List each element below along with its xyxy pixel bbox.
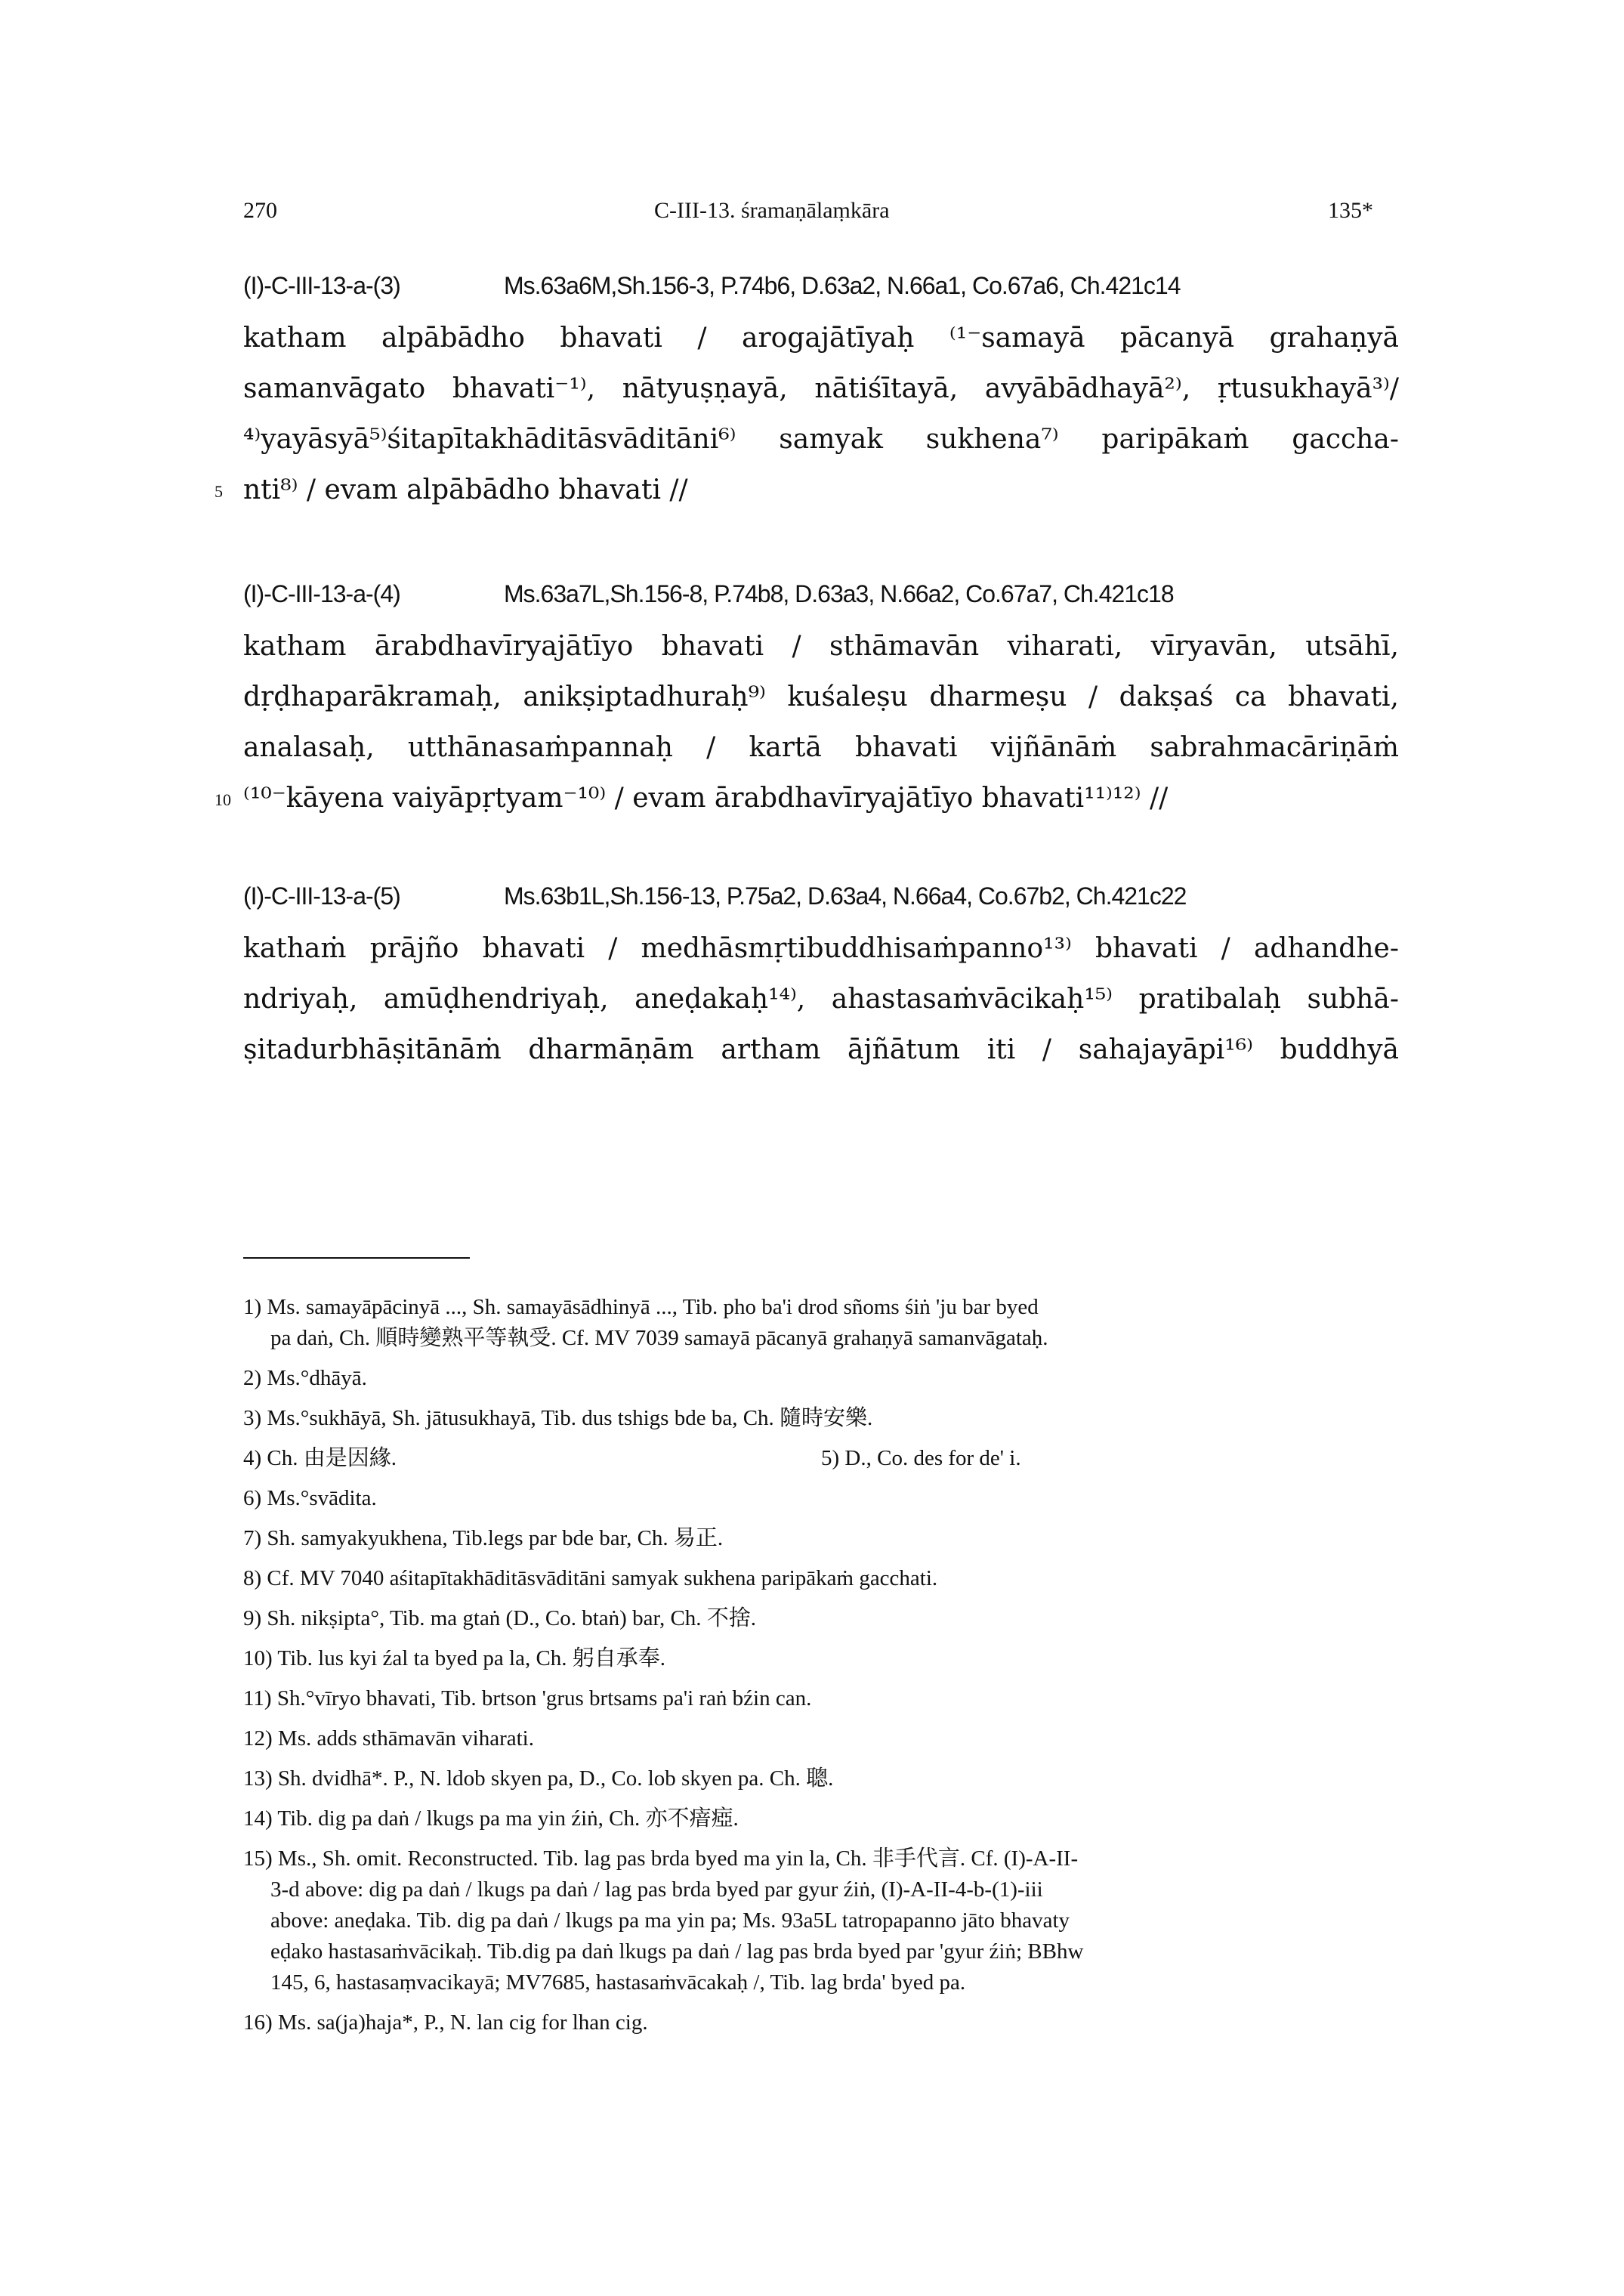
footnote-number: 6)	[243, 1486, 262, 1510]
section-id: (I)-C-III-13-a-(3)	[243, 272, 400, 299]
text-line: nti⁸⁾ / evam alpābādho bhavati //	[243, 474, 688, 505]
text-line-numbered	[215, 465, 1399, 515]
footnote-2	[243, 1363, 1399, 1394]
footnote-number: 2)	[243, 1366, 262, 1390]
footnote-text: Sh. nikṣipta°, Tib. ma gtaṅ (D., Co. btaṅ) bar, Ch. 不捨.	[267, 1606, 757, 1630]
footnote-1	[243, 1292, 1399, 1354]
text-line: kathaṁ prājño bhavati / medhāsmṛtibuddhisaṁpanno¹³⁾ bhavati / adhandhe-	[243, 933, 1399, 964]
footnote-text: Ms.°sukhāyā, Sh. jātusukhayā, Tib. dus tshigs bde ba, Ch. 隨時安樂.	[267, 1406, 873, 1430]
section-id: (I)-C-III-13-a-(4)	[243, 580, 400, 607]
text-line: ⁽¹⁰⁻kāyena vaiyāpṛtyam⁻¹⁰⁾ / evam ārabdhavīryajātīyo bhavati¹¹⁾¹²⁾ //	[243, 783, 1169, 814]
footnote-12	[243, 1723, 1399, 1754]
section-text-4	[215, 621, 1399, 824]
footnote-8	[243, 1563, 1399, 1594]
text-line: analasaḥ, utthānasaṁpannaḥ / kartā bhavati vijñānāṁ sabrahmacāriṇāṁ	[243, 732, 1399, 763]
footnote-number: 4)	[243, 1446, 262, 1470]
footnote-text-cont: 3-d above: dig pa daṅ / lkugs pa daṅ / lag pas brda byed par gyur źiṅ, (I)-A-II-4-b-(1)-iii	[270, 1877, 1043, 1902]
footnote-rule	[243, 1257, 470, 1259]
footnote-text-cont: above: aneḍaka. Tib. dig pa daṅ / lkugs pa ma yin pa; Ms. 93a5L tatropapanno jāto bhavaty	[270, 1908, 1070, 1933]
footnote-number: 1)	[243, 1295, 262, 1319]
section-heading-4	[243, 580, 1174, 608]
footnote-text: Ms. samayāpācinyā ..., Sh. samayāsādhinyā ..., Tib. pho ba'i drod sñoms śiṅ 'ju bar byed	[267, 1295, 1039, 1319]
page-number-left: 270	[243, 198, 277, 223]
section-heading-3	[243, 272, 1181, 300]
section-id: (I)-C-III-13-a-(5)	[243, 882, 400, 910]
footnote-text: Ms., Sh. omit. Reconstructed. Tib. lag pas brda byed ma yin la, Ch. 非手代言. Cf. (I)-A-II-	[277, 1846, 1079, 1871]
text-line: samanvāgato bhavati⁻¹⁾, nātyuṣṇayā, nātiśītayā, avyābādhayā²⁾, ṛtusukhayā³⁾/	[243, 373, 1399, 404]
footnote-number: 15)	[243, 1846, 273, 1871]
line-number-marker: 5	[215, 482, 223, 501]
footnote-10	[243, 1643, 1399, 1674]
footnote-number: 7)	[243, 1526, 262, 1550]
footnote-7	[243, 1523, 1399, 1554]
footnotes	[243, 1292, 1399, 2047]
footnote-text-cont: pa daṅ, Ch. 順時變熟平等執受. Cf. MV 7039 samayā pācanyā grahaṇyā samanvāgataḥ.	[270, 1326, 1048, 1350]
footnote-13	[243, 1763, 1399, 1794]
footnote-text: Sh.°vīryo bhavati, Tib. brtson 'grus brtsams pa'i raṅ bźin can.	[276, 1686, 812, 1710]
footnote-text: Cf. MV 7040 aśitapītakhāditāsvāditāni samyak sukhena paripākaṁ gacchati.	[267, 1566, 938, 1590]
footnote-text: Tib. dig pa daṅ / lkugs pa ma yin źiṅ, Ch. 亦不瘖瘂.	[277, 1806, 739, 1831]
section-text-5	[243, 923, 1399, 1075]
section-refs: Ms.63a6M,Sh.156-3, P.74b6, D.63a2, N.66a1, Co.67a6, Ch.421c14	[504, 272, 1181, 299]
footnote-6	[243, 1483, 1399, 1514]
footnote-text-cont: eḍako hastasaṁvācikaḥ. Tib.dig pa daṅ lkugs pa daṅ / lag pas brda byed par 'gyur źiṅ; BBhw	[270, 1939, 1084, 1964]
section-refs: Ms.63b1L,Sh.156-13, P.75a2, D.63a4, N.66a4, Co.67b2, Ch.421c22	[504, 882, 1187, 910]
text-line: ⁴⁾yayāsyā⁵⁾śitapītakhāditāsvāditāni⁶⁾ samyak sukhena⁷⁾ paripākaṁ gaccha-	[243, 424, 1399, 455]
footnote-number: 16)	[243, 2010, 273, 2035]
footnote-number: 13)	[243, 1766, 273, 1791]
footnote-text: Sh. dvidhā*. P., N. ldob skyen pa, D., Co. lob skyen pa. Ch. 聰.	[277, 1766, 834, 1791]
footnote-11	[243, 1683, 1399, 1714]
text-line: ṣitadurbhāṣitānāṁ dharmāṇām artham ājñātum iti / sahajayāpi¹⁶⁾ buddhyā	[243, 1034, 1399, 1065]
footnote-15	[243, 1843, 1399, 1998]
footnote-3	[243, 1403, 1399, 1434]
footnote-text: Ms.°svādita.	[267, 1486, 377, 1510]
footnote-text: Ch. 由是因緣.	[267, 1446, 397, 1470]
text-line: dṛḍhaparākramaḥ, anikṣiptadhuraḥ⁹⁾ kuśaleṣu dharmeṣu / dakṣaś ca bhavati,	[243, 681, 1399, 712]
footnote-text: D., Co. des for de' i.	[844, 1446, 1021, 1470]
footnote-9	[243, 1603, 1399, 1634]
section-refs: Ms.63a7L,Sh.156-8, P.74b8, D.63a3, N.66a2, Co.67a7, Ch.421c18	[504, 580, 1174, 607]
footnote-number: 11)	[243, 1686, 272, 1710]
text-line: katham ārabdhavīryajātīyo bhavati / sthāmavān viharati, vīryavān, utsāhī,	[243, 631, 1399, 662]
footnote-5	[821, 1443, 1399, 1474]
footnote-row-4-5	[243, 1443, 1399, 1474]
footnote-text: Ms.°dhāyā.	[267, 1366, 367, 1390]
text-line: katham alpābādho bhavati / arogajātīyaḥ ⁽¹⁻samayā pācanyā grahaṇyā	[243, 323, 1399, 354]
footnote-text-cont: 145, 6, hastasaṃvacikayā; MV7685, hastasaṁvācakaḥ /, Tib. lag brda' byed pa.	[270, 1970, 966, 1995]
footnote-number: 12)	[243, 1726, 273, 1751]
footnote-number: 14)	[243, 1806, 273, 1831]
footnote-number: 9)	[243, 1606, 262, 1630]
footnote-number: 10)	[243, 1646, 273, 1670]
footnote-16	[243, 2007, 1399, 2038]
footnote-4	[243, 1443, 821, 1474]
section-heading-5	[243, 882, 1186, 910]
running-title: C-III-13. śramaṇālaṃkāra	[654, 198, 890, 223]
page-number-right: 135*	[1328, 198, 1373, 223]
footnote-text: Ms. adds sthāmavān viharati.	[277, 1726, 534, 1751]
footnote-text: Sh. samyakyukhena, Tib.legs par bde bar, Ch. 易正.	[267, 1526, 724, 1550]
footnote-text: Tib. lus kyi źal ta byed pa la, Ch. 躬自承奉.	[277, 1646, 666, 1670]
line-number-marker: 10	[215, 790, 231, 809]
text-line: ndriyaḥ, amūḍhendriyaḥ, aneḍakaḥ¹⁴⁾, ahastasaṁvācikaḥ¹⁵⁾ pratibalaḥ subhā-	[243, 984, 1399, 1015]
footnote-number: 3)	[243, 1406, 262, 1430]
text-line-numbered	[215, 773, 1399, 824]
section-text-3	[215, 313, 1399, 515]
footnote-14	[243, 1803, 1399, 1834]
footnote-text: Ms. sa(ja)haja*, P., N. lan cig for lhan cig.	[277, 2010, 648, 2035]
footnote-number: 8)	[243, 1566, 262, 1590]
footnote-number: 5)	[821, 1446, 840, 1470]
